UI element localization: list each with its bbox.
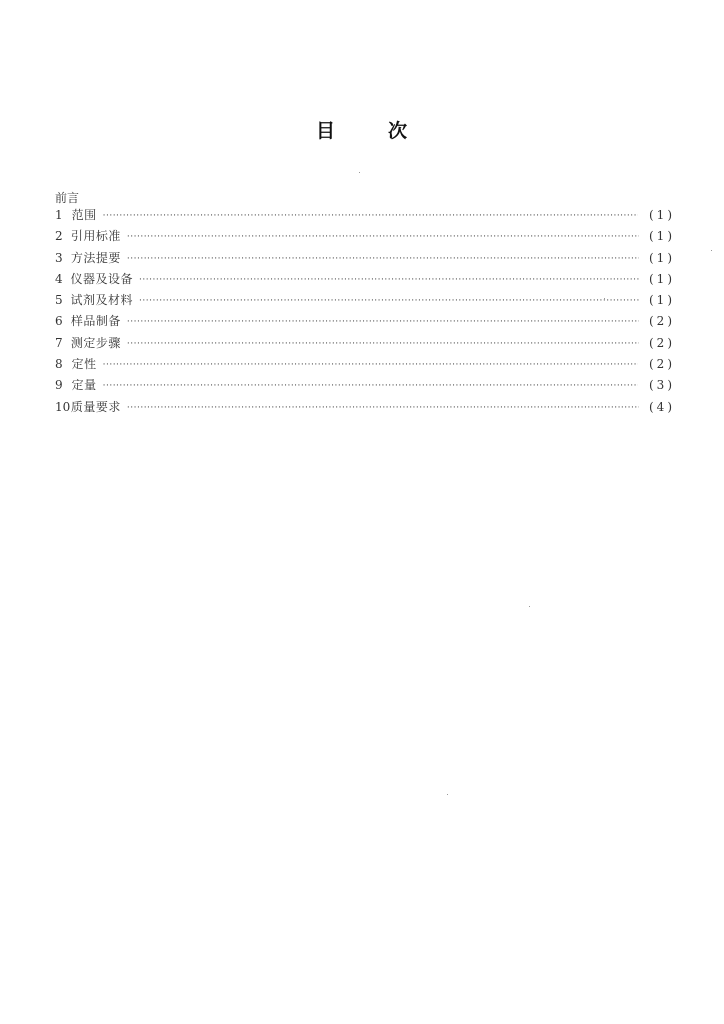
toc-entry: [55, 355, 675, 376]
toc-entry-label: 仪器及设备: [70, 271, 134, 286]
toc-entry: [55, 312, 675, 333]
toc-entry-page: (1): [649, 229, 675, 244]
toc-leader-dots: [103, 381, 638, 391]
toc-entry: [55, 376, 675, 397]
scan-speck: [359, 172, 360, 173]
toc-entry-label: 引用标准: [70, 229, 121, 244]
toc-entry-page: (1): [649, 208, 675, 222]
toc-entry-number: 2: [55, 229, 63, 244]
toc-leader-dots: [103, 211, 638, 221]
toc-entry-page: (1): [649, 271, 675, 286]
toc-entry-number: 8: [55, 357, 63, 372]
toc-entry-label: 样品制备: [70, 314, 121, 329]
toc-entry: [55, 249, 675, 270]
toc-entry: [55, 398, 675, 419]
toc-entry-number: 4: [55, 271, 63, 286]
scan-speck: [711, 250, 712, 251]
scan-speck: [604, 298, 605, 299]
toc-entry-number: 1: [55, 208, 63, 222]
toc-leader-dots: [127, 317, 639, 327]
toc-entry-label: 测定步骤: [70, 335, 121, 350]
toc-entry: [55, 334, 675, 355]
toc-entry-label: 质量要求: [70, 399, 121, 414]
toc-entry-label: 试剂及材料: [70, 293, 134, 308]
toc-entry-number: 10: [55, 399, 71, 414]
toc-leader-dots: [127, 339, 639, 349]
toc-entry-page: (2): [649, 335, 675, 350]
toc-preface: 前言: [55, 191, 80, 205]
toc-entry-page: (3): [649, 378, 675, 393]
toc-entry: [55, 227, 675, 248]
toc-entry-number: 6: [55, 314, 63, 329]
toc-entry-page: (4): [649, 399, 675, 414]
toc-leader-dots: [139, 275, 640, 285]
toc-entry: [55, 270, 675, 291]
toc-entry-label: 方法提要: [70, 250, 121, 265]
toc-entry-number: 3: [55, 250, 63, 265]
toc-leader-dots: [127, 232, 639, 242]
toc-entry-label: 定性: [71, 357, 97, 372]
toc-leader-dots: [139, 296, 640, 306]
scan-speck: [447, 794, 448, 795]
toc-entry-label: 范围: [71, 208, 97, 222]
toc-leader-dots: [127, 403, 639, 413]
scan-speck: [529, 606, 530, 607]
page-title: [0, 116, 724, 143]
table-of-contents: [55, 206, 675, 419]
toc-entry: [55, 291, 675, 312]
toc-leader-dots: [127, 254, 639, 264]
toc-entry-number: 9: [55, 378, 63, 393]
toc-entry-label: 定量: [71, 378, 97, 393]
toc-entry-page: (2): [649, 314, 675, 329]
toc-entry-number: 7: [55, 335, 63, 350]
title-char-1: 目: [315, 120, 336, 142]
toc-leader-dots: [103, 360, 638, 370]
toc-entry-page: (1): [649, 250, 675, 265]
toc-entry: [55, 206, 675, 227]
toc-entry-number: 5: [55, 293, 63, 308]
title-char-2: 次: [388, 120, 409, 142]
toc-entry-page: (2): [649, 357, 675, 372]
toc-entry-page: (1): [649, 293, 675, 308]
